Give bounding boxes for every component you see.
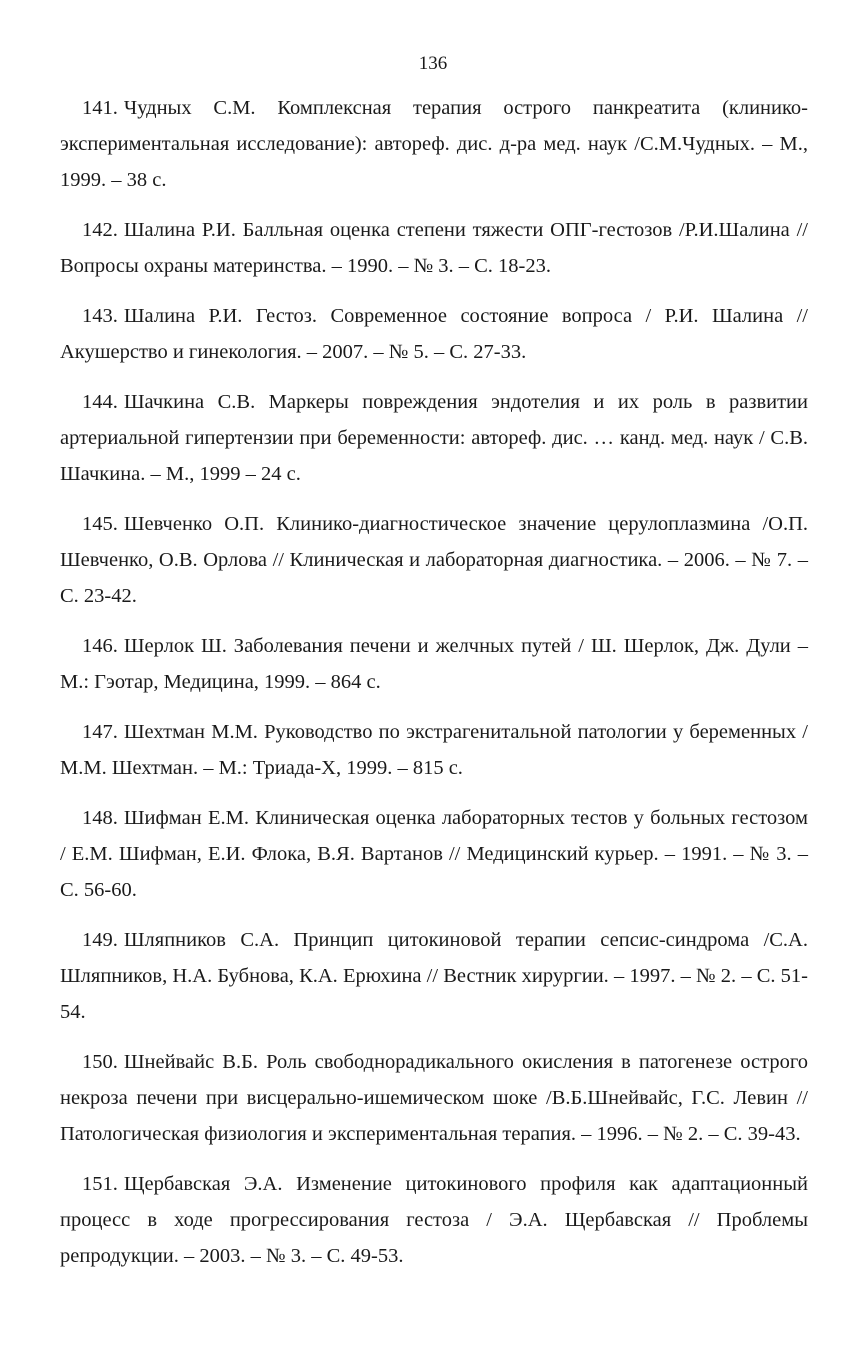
reference-number: 146.: [82, 635, 118, 657]
reference-item: [60, 1166, 808, 1274]
reference-number: 141.: [82, 97, 118, 119]
reference-text: Чудных С.М. Комплексная терапия острого панкреатита (клинико-экспериментальная исследование): автореф. дис. д-ра мед. наук /С.М.Чудных. – М., 1999. – 38 с.: [60, 97, 808, 191]
reference-number: 144.: [82, 391, 118, 413]
reference-item: [60, 628, 808, 700]
reference-number: 149.: [82, 929, 118, 951]
reference-text: Шерлок Ш. Заболевания печени и желчных путей / Ш. Шерлок, Дж. Дули – М.: Гэотар, Медицина, 1999. – 864 с.: [60, 635, 808, 693]
reference-item: [60, 90, 808, 198]
reference-number: 150.: [82, 1051, 118, 1073]
reference-text: Шевченко О.П. Клинико-диагностическое значение церулоплазмина /О.П. Шевченко, О.В. Орлова // Клиническая и лабораторная диагностика. – 2006. – № 7. – С. 23-42.: [60, 513, 808, 607]
reference-number: 147.: [82, 721, 118, 743]
reference-text: Шалина Р.И. Балльная оценка степени тяжести ОПГ-гестозов /Р.И.Шалина // Вопросы охраны материнства. – 1990. – № 3. – С. 18-23.: [60, 219, 808, 277]
reference-text: Шнейвайс В.Б. Роль свободнорадикального окисления в патогенезе острого некроза печени при висцерально-ишемическом шоке /В.Б.Шнейвайс, Г.С. Левин // Патологическая физиология и экспериментальная терапия. – 1996. – № 2. – С. 39-43.: [60, 1051, 808, 1145]
reference-number: 143.: [82, 305, 118, 327]
reference-number: 145.: [82, 513, 118, 535]
reference-text: Шехтман М.М. Руководство по экстрагенитальной патологии у беременных / М.М. Шехтман. – М.: Триада-Х, 1999. – 815 с.: [60, 721, 808, 779]
reference-item: [60, 714, 808, 786]
page-number: 136: [418, 53, 448, 74]
reference-text: Шачкина С.В. Маркеры повреждения эндотелия и их роль в развитии артериальной гипертензии при беременности: автореф. дис. … канд. мед. наук / С.В. Шачкина. – М., 1999 – 24 с.: [60, 391, 808, 485]
reference-list: [60, 90, 808, 1288]
reference-text: Шифман Е.М. Клиническая оценка лабораторных тестов у больных гестозом / Е.М. Шифман, Е.И. Флока, В.Я. Вартанов // Медицинский курьер. – 1991. – № 3. – С. 56-60.: [60, 807, 808, 901]
reference-item: [60, 212, 808, 284]
reference-item: [60, 1044, 808, 1152]
reference-text: Щербавская Э.А. Изменение цитокинового профиля как адаптационный процесс в ходе прогрессирования гестоза / Э.А. Щербавская // Проблемы репродукции. – 2003. – № 3. – С. 49-53.: [60, 1173, 808, 1267]
reference-text: Шляпников С.А. Принцип цитокиновой терапии сепсис-синдрома /С.А. Шляпников, Н.А. Бубнова, К.А. Ерюхина // Вестник хирургии. – 1997. – № 2. – С. 51-54.: [60, 929, 808, 1023]
reference-item: [60, 922, 808, 1030]
reference-item: [60, 506, 808, 614]
reference-item: [60, 298, 808, 370]
reference-item: [60, 800, 808, 908]
reference-text: Шалина Р.И. Гестоз. Современное состояние вопроса / Р.И. Шалина // Акушерство и гинекология. – 2007. – № 5. – С. 27-33.: [60, 305, 808, 363]
reference-number: 151.: [82, 1173, 118, 1195]
reference-number: 148.: [82, 807, 118, 829]
reference-item: [60, 384, 808, 492]
reference-number: 142.: [82, 219, 118, 241]
